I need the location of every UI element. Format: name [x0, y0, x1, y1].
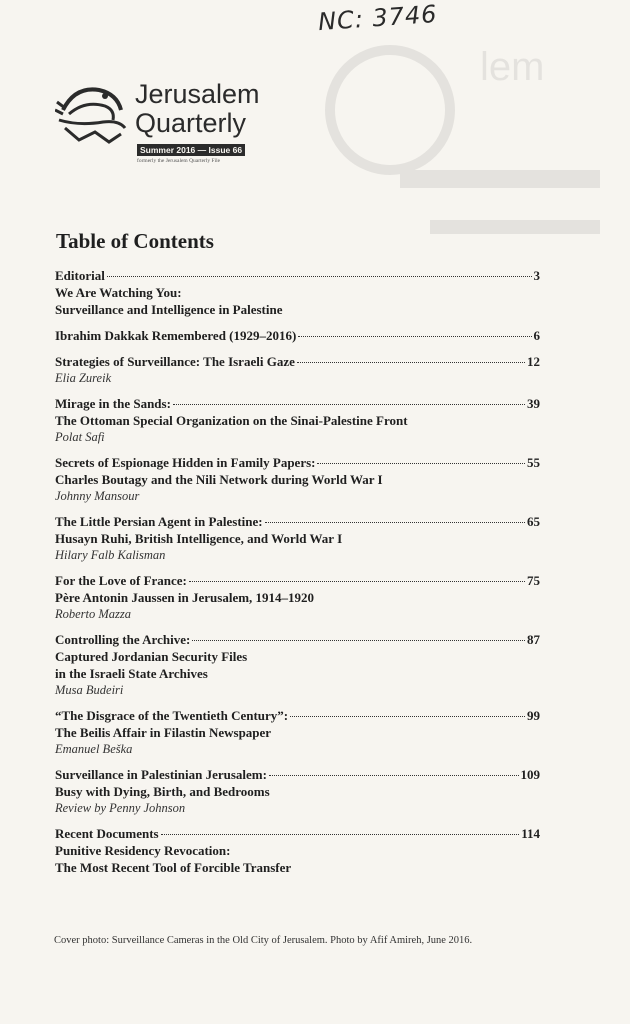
toc-entry-title: Controlling the Archive: — [55, 632, 191, 647]
toc-entry-line — [55, 825, 540, 842]
toc-page-number: 39 — [527, 396, 540, 411]
toc-entry-title: Surveillance in Palestinian Jerusalem: — [55, 767, 267, 782]
toc-entry-subtitle: Surveillance and Intelligence in Palestine — [55, 302, 283, 317]
svg-text:lem: lem — [480, 45, 545, 89]
toc-page-number: 65 — [527, 514, 540, 529]
toc-entry-subtitle: The Ottoman Special Organization on the Sinai-Palestine Front — [55, 413, 408, 428]
toc-page-number: 109 — [520, 767, 540, 782]
dot-leader — [107, 276, 532, 277]
toc-entry-title: Editorial — [55, 268, 105, 283]
dot-leader — [189, 581, 525, 582]
toc-entry-line — [55, 766, 540, 783]
masthead — [55, 80, 265, 170]
toc-entry-line — [55, 327, 540, 344]
toc-entry — [55, 825, 540, 876]
dot-leader — [161, 834, 520, 835]
toc-entry-title: Recent Documents — [55, 826, 159, 841]
toc-entry-title: For the Love of France: — [55, 573, 187, 588]
toc-entry-title: Ibrahim Dakkak Remembered (1929–2016) — [55, 328, 297, 343]
toc-entry — [55, 513, 540, 563]
toc-list — [55, 267, 540, 885]
dot-leader — [290, 716, 525, 717]
toc-page-number: 12 — [527, 354, 540, 369]
dot-leader — [192, 640, 525, 641]
dot-leader — [297, 362, 525, 363]
handwritten-annotation: NC: 3746 — [317, 0, 439, 37]
toc-entry-line — [55, 353, 540, 370]
toc-entry-author: Musa Budeiri — [55, 683, 124, 697]
toc-entry-subtitle: Husayn Ruhi, British Intelligence, and World War I — [55, 531, 343, 546]
toc-entry — [55, 572, 540, 622]
dot-leader — [269, 775, 519, 776]
bleed-through-logo — [280, 20, 620, 300]
toc-entry-subtitle: The Beilis Affair in Filastin Newspaper — [55, 725, 272, 740]
journal-title: Jerusalem Quarterly — [135, 79, 260, 138]
toc-entry — [55, 707, 540, 757]
toc-entry-subtitle: in the Israeli State Archives — [55, 666, 208, 681]
toc-entry — [55, 395, 540, 445]
toc-page-number: 114 — [521, 826, 540, 841]
toc-entry-subtitle: We Are Watching You: — [55, 285, 182, 300]
toc-entry — [55, 631, 540, 698]
toc-entry-subtitle: Père Antonin Jaussen in Jerusalem, 1914–1920 — [55, 590, 315, 605]
toc-entry-title: “The Disgrace of the Twentieth Century”: — [55, 708, 289, 723]
dot-leader — [298, 336, 531, 337]
toc-entry-author: Hilary Falb Kalisman — [55, 548, 166, 562]
issue-label: Summer 2016 — Issue 66 — [137, 144, 245, 156]
cover-photo-caption: Cover photo: Surveillance Cameras in the Old City of Jerusalem. Photo by Afif Amireh, June 2016. — [54, 935, 473, 946]
dot-leader — [317, 463, 525, 464]
toc-entry-author: Review by Penny Johnson — [55, 801, 186, 815]
toc-entry-author: Polat Safi — [55, 430, 105, 444]
toc-entry-line — [55, 513, 540, 530]
toc-entry-author: Emanuel Beška — [55, 742, 133, 756]
toc-entry — [55, 766, 540, 816]
toc-entry-line — [55, 454, 540, 471]
toc-entry — [55, 353, 540, 386]
bird-logo-icon — [55, 80, 127, 146]
toc-entry-title: Secrets of Espionage Hidden in Family Papers: — [55, 455, 316, 470]
toc-page-number: 3 — [533, 268, 540, 283]
toc-heading: Table of Contents — [56, 229, 214, 253]
toc-entry-title: Strategies of Surveillance: The Israeli Gaze — [55, 354, 295, 369]
toc-entry-line — [55, 707, 540, 724]
toc-page-number: 55 — [527, 455, 540, 470]
toc-entry-subtitle: Busy with Dying, Birth, and Bedrooms — [55, 784, 270, 799]
toc-page-number: 75 — [527, 573, 540, 588]
toc-entry-title: The Little Persian Agent in Palestine: — [55, 514, 263, 529]
toc-entry-author: Roberto Mazza — [55, 607, 132, 621]
toc-entry-subtitle: Charles Boutagy and the Nili Network during World War I — [55, 472, 383, 487]
toc-entry-title: Mirage in the Sands: — [55, 396, 171, 411]
dot-leader — [265, 522, 525, 523]
toc-entry-line — [55, 395, 540, 412]
toc-entry — [55, 267, 540, 318]
toc-entry-line — [55, 267, 540, 284]
toc-entry-subtitle: Punitive Residency Revocation: — [55, 843, 231, 858]
toc-entry-line — [55, 572, 540, 589]
toc-entry — [55, 327, 540, 344]
journal-subtitle: formerly the Jerusalem Quarterly File — [137, 158, 221, 164]
toc-entry-author: Elia Zureik — [55, 371, 112, 385]
toc-page-number: 99 — [527, 708, 540, 723]
toc-entry-line — [55, 631, 540, 648]
dot-leader — [173, 404, 525, 405]
toc-page-number: 6 — [533, 328, 540, 343]
toc-page-number: 87 — [527, 632, 540, 647]
toc-entry-subtitle: The Most Recent Tool of Forcible Transfer — [55, 860, 292, 875]
toc-entry-subtitle: Captured Jordanian Security Files — [55, 649, 248, 664]
toc-entry-author: Johnny Mansour — [55, 489, 140, 503]
toc-entry — [55, 454, 540, 504]
